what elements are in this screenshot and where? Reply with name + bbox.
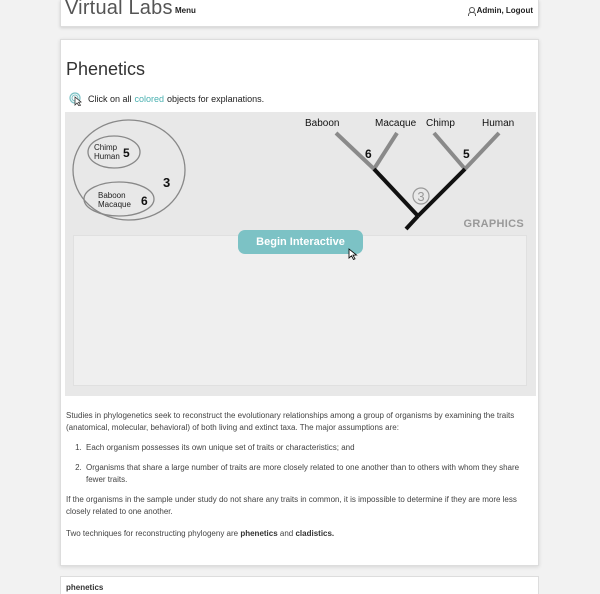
- technique-cladistics: cladistics.: [295, 529, 335, 538]
- graphics-label: GRAPHICS: [463, 218, 524, 230]
- taxon-baboon: Baboon: [305, 118, 340, 129]
- node-right-count: 5: [463, 147, 470, 161]
- top-navbar: [60, 0, 539, 27]
- techniques-and: and: [277, 529, 296, 538]
- technique-phenetics: phenetics: [240, 529, 278, 538]
- graphics-area: [65, 112, 536, 396]
- branch-chimp: [434, 133, 465, 169]
- hint-suffix: objects for explanations.: [167, 94, 265, 104]
- begin-interactive-button[interactable]: Begin Interactive: [238, 230, 363, 254]
- user-icon: [468, 7, 474, 15]
- assumptions-list: [84, 442, 531, 486]
- phenetics-card: [60, 576, 539, 594]
- node-left-count: 6: [365, 147, 372, 161]
- page-title: Phenetics: [66, 59, 146, 79]
- techniques-paragraph: [66, 528, 531, 540]
- taxon-macaque: Macaque: [375, 118, 417, 129]
- main-card: [60, 39, 539, 566]
- intro-paragraph: Studies in phylogenetics seek to reconstruct the evolutionary relationships among a group of organisms by examining the traits (anatomical, molecular, behavioral) of both living and extinct taxa. The major assumptions are:: [66, 411, 515, 432]
- branch-root: [406, 216, 418, 229]
- venn-outer-count: 3: [163, 175, 171, 190]
- description-content: [66, 410, 531, 547]
- note-paragraph: If the organisms in the sample under study do not share any traits in common, it is impossible to determine if they are more less closely related to one another.: [66, 495, 517, 516]
- venn-diagram[interactable]: [69, 117, 199, 221]
- node-root-count: 3: [417, 189, 425, 204]
- instruction-hint: [69, 92, 264, 106]
- assumption-item: 1. Each organism possesses its own unique set of traits or characteristics; and: [84, 442, 531, 454]
- venn-bottom-count: 6: [141, 194, 148, 208]
- hint-colored-word: colored: [134, 94, 165, 104]
- taxon-human: Human: [482, 118, 515, 129]
- taxon-chimp: Chimp: [426, 118, 455, 129]
- hint-prefix: Click on all: [88, 94, 132, 104]
- brand-logo[interactable]: Virtual Labs: [65, 0, 173, 19]
- branch-macaque: [374, 133, 397, 169]
- branch-human: [465, 133, 499, 169]
- menu-link[interactable]: Menu: [175, 6, 196, 15]
- venn-top-label-2: Human: [94, 152, 120, 161]
- mouse-cursor-icon: [348, 248, 358, 260]
- phenetics-card-title: phenetics: [66, 583, 104, 592]
- user-link[interactable]: Admin, Logout: [476, 6, 533, 15]
- click-pointer-icon: [69, 92, 85, 106]
- venn-bottom-label-2: Macaque: [98, 200, 131, 209]
- assumption-item: 2. Organisms that share a large number of traits are more closely related to one another than to others with whom they share fewer traits.: [84, 462, 531, 486]
- branch-left-clade: [374, 169, 418, 216]
- venn-bottom-label-1: Baboon: [98, 191, 126, 200]
- venn-top-label-1: Chimp: [94, 143, 118, 152]
- user-menu[interactable]: [468, 6, 533, 15]
- venn-top-count: 5: [123, 146, 130, 160]
- interactive-panel: [73, 235, 527, 386]
- branch-right-clade: [418, 169, 465, 216]
- techniques-prefix: Two techniques for reconstructing phylogeny are: [66, 529, 241, 538]
